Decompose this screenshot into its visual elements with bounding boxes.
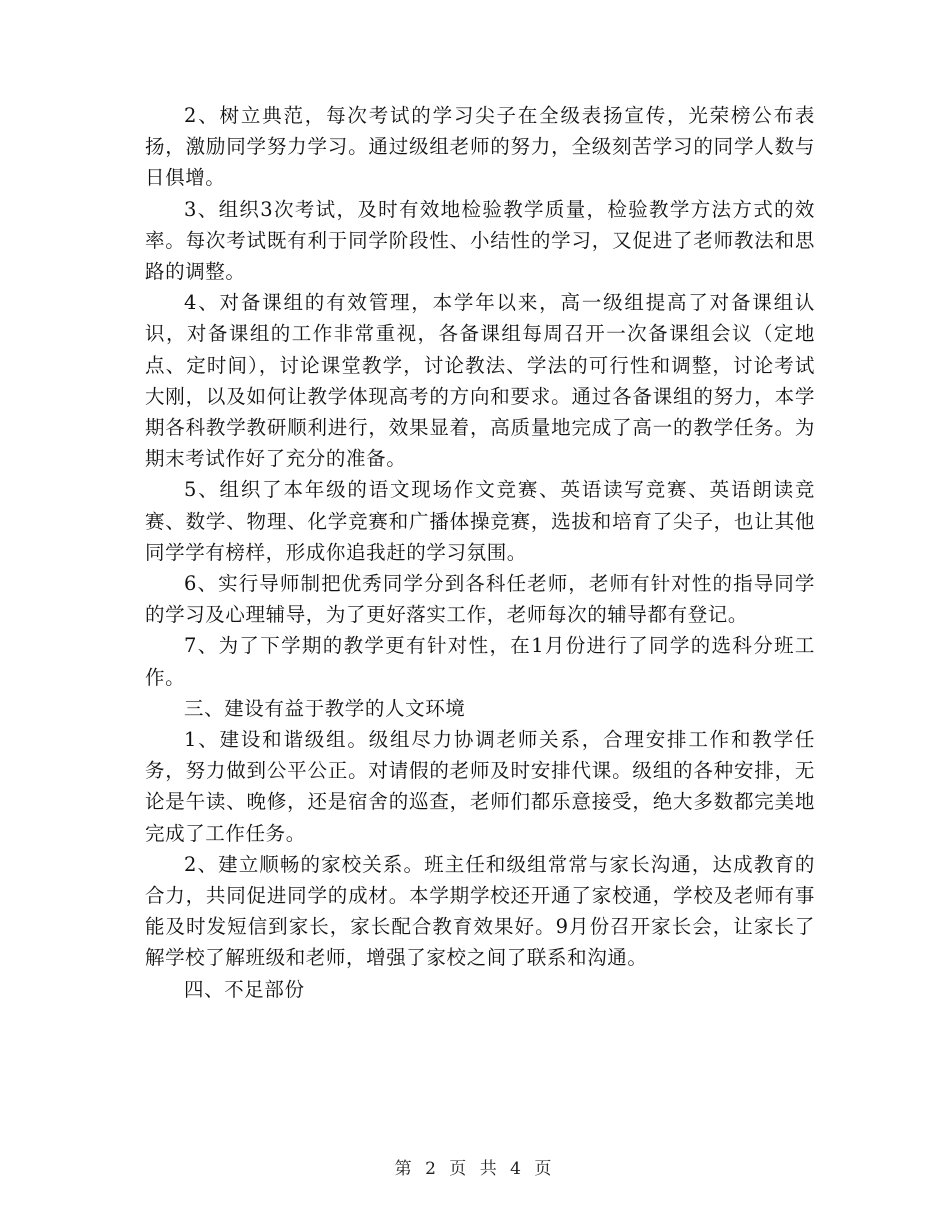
paragraph-4: 5、组织了本年级的语文现场作文竞赛、英语读写竞赛、英语朗读竞赛、数学、物理、化学竞赛和广播体操竞赛，选拔和培育了尖子，也让其他同学学有榜样，形成你追我赶的学习氛围。 xyxy=(145,478,815,564)
paragraph-8: 2、建立顺畅的家校关系。班主任和级组常常与家长沟通，达成教育的合力，共同促进同学的成材。本学期学校还开通了家校通，学校及老师有事能及时发短信到家长，家长配合教育效果好。9月份召开家长会，让家长了解学校了解班级和老师，增强了家校之间了联系和沟通。 xyxy=(145,852,815,970)
section-heading-4: 四、不足部份 xyxy=(184,977,305,1001)
page-number-footer: 第 2 页 共 4 页 xyxy=(394,1159,556,1179)
paragraph-2: 3、组织3次考试，及时有效地检验教学质量，检验教学方法方式的效率。每次考试既有利于同学阶段性、小结性的学习，又促进了老师教法和思路的调整。 xyxy=(145,197,815,284)
paragraph-5: 6、实行导师制把优秀同学分到各科任老师，老师有针对性的指导同学的学习及心理辅导，为了更好落实工作，老师每次的辅导都有登记。 xyxy=(145,572,815,627)
paragraph-3: 4、对备课组的有效管理，本学年以来，高一级组提高了对备课组认识，对备课组的工作非常重视，各备课组每周召开一次备课组会议（定地点、定时间），讨论课堂教学，讨论教法、学法的可行性和调整，讨论考试大刚，以及如何让教学体现高考的方向和要求。通过各备课组的努力，本学期各科教学教研顺利进行，效果显着，高质量地完成了高一的教学任务。为期末考试作好了充分的准备。 xyxy=(145,291,815,471)
paragraph-7: 1、建设和谐级组。级组尽力协调老师关系，合理安排工作和教学任务，努力做到公平公正。对请假的老师及时安排代课。级组的各种安排，无论是午读、晚修，还是宿舍的巡查，老师们都乐意接受，绝大多数都完美地完成了工作任务。 xyxy=(145,728,815,845)
document-body xyxy=(145,100,815,1005)
section-heading-3: 三、建设有益于教学的人文环境 xyxy=(184,696,466,720)
paragraph-6: 7、为了下学期的教学更有针对性，在1月份进行了同学的选科分班工作。 xyxy=(145,634,815,689)
paragraph-1: 2、树立典范，每次考试的学习尖子在全级表扬宣传，光荣榜公布表扬，激励同学努力学习。通过级组老师的努力，全级刻苦学习的同学人数与日俱增。 xyxy=(145,104,815,190)
